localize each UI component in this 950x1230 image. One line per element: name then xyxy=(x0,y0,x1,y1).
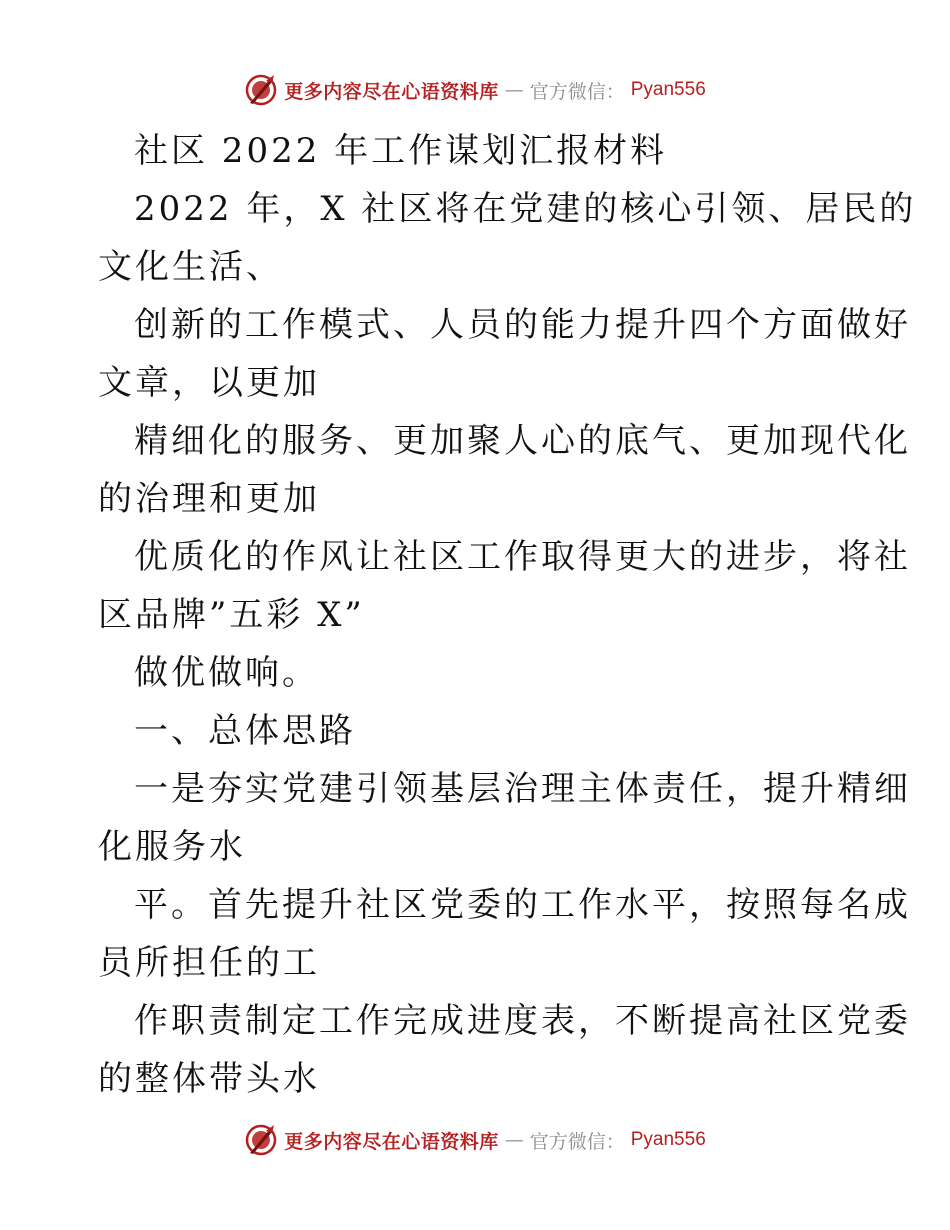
document-line: 化服务水 xyxy=(98,827,246,867)
document-line: 作职责制定工作完成进度表，不断提高社区党委 xyxy=(134,1001,911,1041)
watermark-wechat-id: Pyan556 xyxy=(630,79,706,100)
quill-logo-icon xyxy=(244,1123,278,1157)
document-line: 的整体带头水 xyxy=(98,1059,320,1099)
document-line: 精细化的服务、更加聚人心的底气、更加现代化 xyxy=(134,421,911,461)
watermark-dash: — xyxy=(504,1129,524,1151)
quill-logo-icon xyxy=(244,73,278,107)
watermark-dash: — xyxy=(504,79,524,101)
watermark-wechat-label: 官方微信： xyxy=(529,80,625,103)
document-line: 创新的工作模式、人员的能力提升四个方面做好 xyxy=(134,305,911,345)
document-line: 一是夯实党建引领基层治理主体责任，提升精细 xyxy=(134,769,911,809)
document-line: 文化生活、 xyxy=(98,247,283,287)
document-line: 区品牌”五彩 X” xyxy=(98,595,365,635)
document-line: 一、总体思路 xyxy=(134,711,356,751)
watermark-site-name: 更多内容尽在心语资料库 xyxy=(284,80,499,103)
watermark-wechat-id: Pyan556 xyxy=(630,1129,706,1150)
document-line: 员所担任的工 xyxy=(98,943,320,983)
watermark-wechat-label: 官方微信： xyxy=(529,1130,625,1153)
document-title: 社区 2022 年工作谋划汇报材料 xyxy=(134,131,668,171)
document-line: 的治理和更加 xyxy=(98,479,320,519)
document-body xyxy=(98,122,917,1108)
watermark-header xyxy=(0,70,950,110)
document-line: 平。首先提升社区党委的工作水平，按照每名成 xyxy=(134,885,911,925)
watermark-site-name: 更多内容尽在心语资料库 xyxy=(284,1130,499,1153)
document-line: 2022 年，X 社区将在党建的核心引领、居民的 xyxy=(134,189,917,229)
document-line: 优质化的作风让社区工作取得更大的进步，将社 xyxy=(134,537,911,577)
document-line: 做优做响。 xyxy=(134,653,319,693)
watermark-footer xyxy=(0,1120,950,1160)
document-line: 文章，以更加 xyxy=(98,363,320,403)
